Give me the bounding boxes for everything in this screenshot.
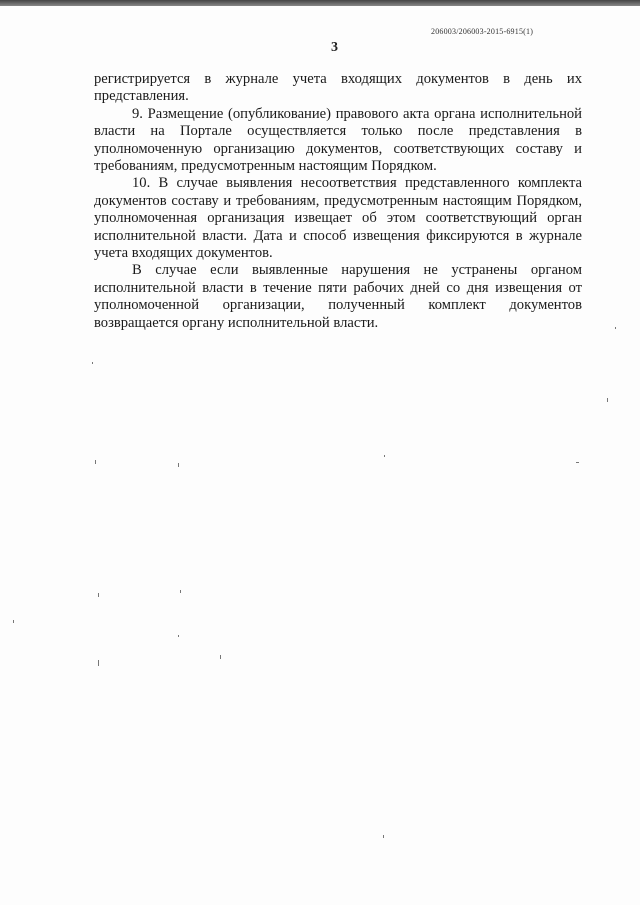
scan-speck <box>92 362 93 364</box>
scan-speck <box>95 460 96 464</box>
scan-speck <box>607 398 608 402</box>
scan-speck <box>13 620 14 623</box>
scan-speck <box>220 655 221 659</box>
scan-top-edge <box>0 0 640 6</box>
scan-speck <box>180 590 181 593</box>
scan-speck <box>383 835 384 838</box>
scan-speck <box>178 635 179 637</box>
paragraph-9: 9. Размещение (опубликование) правового акта органа исполнительной власти на Портале осуществляется только после представления в уполномоченную организацию документов, соответствующих составу и требованиям, предусмотренным настоящим Порядком. <box>94 105 582 175</box>
document-id: 206003/206003-2015-6915(1) <box>431 27 534 36</box>
paragraph-continuation: регистрируется в журнале учета входящих документов в день их представления. <box>94 71 582 105</box>
page-number: 3 <box>331 40 338 55</box>
scan-speck <box>615 327 616 329</box>
document-body <box>94 71 582 332</box>
scan-speck <box>98 593 99 597</box>
scan-speck <box>98 660 99 666</box>
paragraph-10: 10. В случае выявления несоответствия представленного комплекта документов составу и требованиям, предусмотренным настоящим Порядком, уполномоченная организация извещает об этом соответствующий орган исполнительной власти. Дата и способ извещения фиксируются в журнале учета входящих документов. <box>94 175 582 262</box>
scan-speck <box>384 455 385 457</box>
scan-speck <box>178 463 179 467</box>
scan-speck <box>576 462 579 463</box>
paragraph-returns: В случае если выявленные нарушения не устранены органом исполнительной власти в течение пяти рабочих дней со дня извещения от уполномоченной организации, полученный комплект документов возвращается органу исполнительной власти. <box>94 262 582 331</box>
